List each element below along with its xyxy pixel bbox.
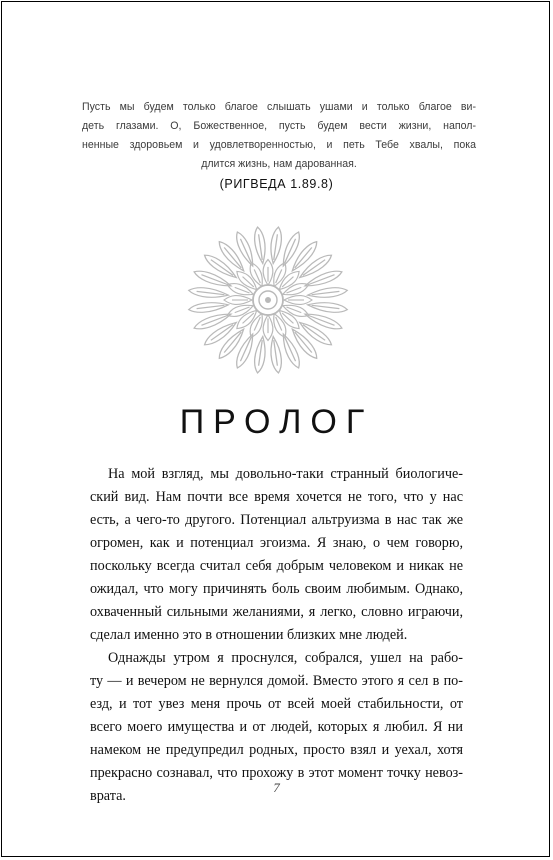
inner-petal-vein: [282, 313, 293, 323]
text-line: огромен, как и потенциал эгоизма. Я знаю, о чем говорю,: [90, 535, 463, 551]
text-line: ожидал, что могу причинять боль своим любимым. Однако,: [90, 581, 463, 597]
text-line: врата.: [90, 788, 126, 804]
chapter-title: ПРОЛОГ: [179, 403, 374, 441]
book-page: [1, 1, 550, 857]
page-number: 7: [273, 780, 280, 795]
text-line: Однажды утром я проснулся, собрался, ушел на рабо-: [108, 650, 463, 666]
body-text: [90, 463, 463, 808]
inner-petal-vein: [243, 277, 254, 287]
epigraph: [82, 98, 476, 174]
text-line: намеком не предупредил родных, просто взял и уехал, хотя: [90, 742, 463, 758]
epigraph-source: (РИГВЕДА 1.89.8): [219, 177, 334, 191]
text-line: поскольку всегда считал себя добрым человеком и никак не: [90, 558, 463, 574]
text-line: сделал именно это в отношении близких мне людей.: [90, 627, 408, 643]
text-line: На мой взгляд, мы довольно-таки странный биологиче-: [108, 466, 463, 482]
epigraph-line: длится жизнь, нам дарованная.: [201, 158, 357, 170]
text-line: ский вид. Нам почти все время хочется не того, что у нас: [90, 489, 463, 505]
text-line: ту — и вечером не вернулся домой. Вместо этого я сел в по-: [90, 673, 463, 689]
text-line: всего моего имущества и от людей, которых я любил. Я ни: [90, 719, 463, 735]
flower-center-dot: [265, 297, 271, 303]
text-line: есть, а чего-то другого. Потенциал альтруизма в нас так же: [90, 512, 463, 528]
text-line: прекрасно сознавал, что прохожу в этот момент точку невоз-: [90, 765, 463, 781]
epigraph-line: Пусть мы будем только благое слышать ушами и только благое ви-: [82, 101, 476, 113]
epigraph-line: деть глазами. О, Божественное, пусть будем вести жизни, напол-: [82, 120, 476, 132]
text-line: охваченный сильными желаниями, я легко, словно играючи,: [90, 604, 463, 620]
inner-petal-vein: [282, 277, 293, 287]
epigraph-line: ненные здоровьем и удовлетворенностью, и петь Тебе хвалы, пока: [82, 139, 476, 151]
mandala-flower-icon: [183, 224, 353, 376]
inner-petal-vein: [243, 313, 254, 323]
text-line: езд, и тот увез меня прочь от всей моей стабильности, от: [90, 696, 463, 712]
